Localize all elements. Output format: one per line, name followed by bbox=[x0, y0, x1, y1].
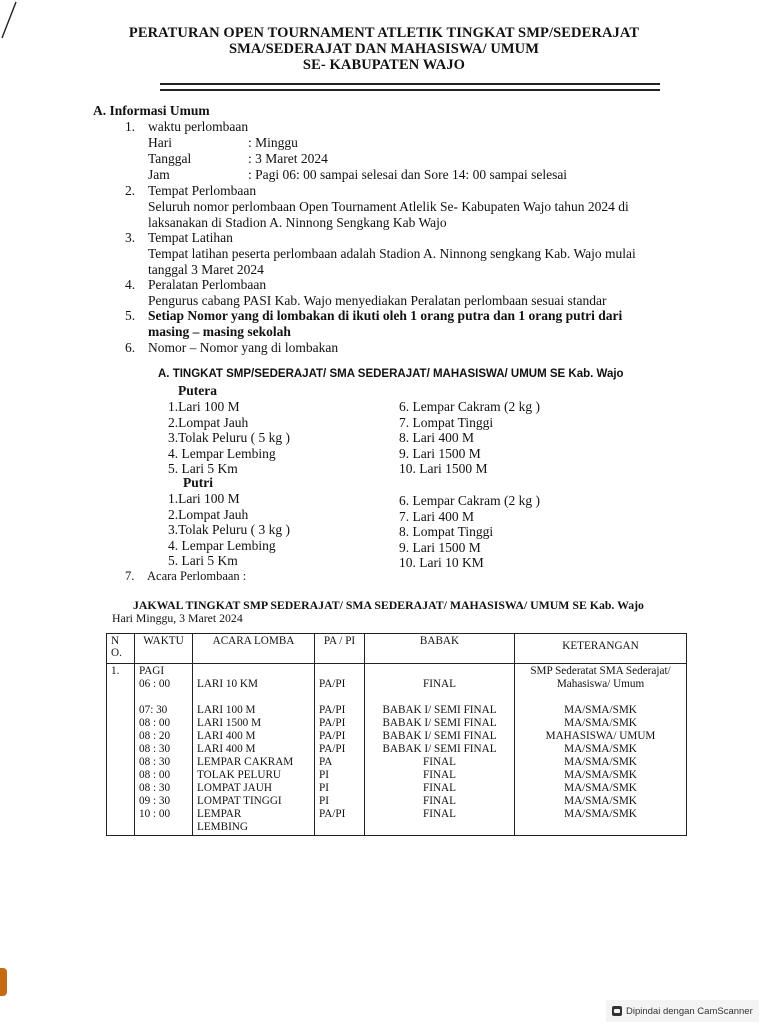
title-rule-bottom bbox=[160, 89, 660, 91]
babak-value: FINAL bbox=[423, 756, 456, 768]
item-title: Peralatan Perlombaan bbox=[148, 277, 267, 292]
event-putri-right: 10. Lari 10 KM bbox=[399, 555, 484, 570]
header-waktu: WAKTU bbox=[135, 634, 193, 664]
acara-value: LARI 10 KM bbox=[197, 678, 258, 690]
event-putri-left: 5. Lari 5 Km bbox=[168, 553, 238, 568]
schedule-table bbox=[106, 633, 687, 836]
header-babak: BABAK bbox=[365, 634, 515, 664]
papi-value: PI bbox=[319, 769, 329, 781]
event-putri-left: 4. Lempar Lembing bbox=[168, 537, 276, 553]
field-label-tanggal: Tanggal bbox=[148, 151, 192, 166]
header-acara: ACARA LOMBA bbox=[193, 634, 315, 664]
item-text: tanggal 3 Maret 2024 bbox=[148, 262, 264, 277]
event-putera-left: 1.Lari 100 M bbox=[168, 399, 240, 414]
acara-value: TOLAK PELURU bbox=[197, 769, 282, 781]
item-text: Tempat latihan peserta perlombaan adalah Stadion A. Ninnong sengkang Kab. Wajo mulai bbox=[148, 246, 636, 261]
header-keterangan: KETERANGAN bbox=[515, 634, 687, 664]
section-heading: A. Informasi Umum bbox=[93, 103, 210, 118]
acara-value: LARI 400 M bbox=[197, 730, 256, 742]
papi-value: PI bbox=[319, 795, 329, 807]
waktu-value: 08 : 30 bbox=[139, 743, 171, 755]
item-title: Nomor – Nomor yang di lombakan bbox=[148, 340, 339, 355]
header-no: N O. bbox=[107, 634, 135, 664]
keterangan-value: MA/SMA/SMK bbox=[564, 756, 637, 768]
doc-title-line2: SMA/SEDERAJAT DAN MAHASISWA/ UMUM bbox=[228, 41, 540, 57]
keterangan-value: MAHASISWA/ UMUM bbox=[545, 730, 656, 742]
waktu-value: 08 : 30 bbox=[139, 782, 171, 794]
event-putera-right: 6. Lempar Cakram (2 kg ) bbox=[399, 399, 540, 414]
acara-value: LARI 400 M bbox=[197, 743, 256, 755]
event-putera-left: 4. Lempar Lembing bbox=[168, 445, 276, 461]
item-title: Tempat Perlombaan bbox=[148, 183, 257, 198]
item-text: Pengurus cabang PASI Kab. Wajo menyediakan Peralatan perlombaan sesuai standar bbox=[148, 293, 607, 308]
schedule-title: JAKWAL TINGKAT SMP SEDERAJAT/ SMA SEDERAJAT/ MAHASISWA/ UMUM SE Kab. Wajo bbox=[133, 598, 644, 612]
cell-keterangan bbox=[515, 664, 687, 836]
waktu-value: 08 : 00 bbox=[139, 769, 171, 781]
field-value-tanggal: : 3 Maret 2024 bbox=[248, 151, 328, 166]
waktu-value: 08 : 00 bbox=[139, 717, 171, 729]
camscanner-icon bbox=[612, 1006, 622, 1016]
event-putri-right: 6. Lempar Cakram (2 kg ) bbox=[399, 493, 540, 508]
papi-value: PI bbox=[319, 782, 329, 794]
waktu-value: 07: 30 bbox=[139, 704, 168, 716]
row-number: 1. bbox=[111, 665, 120, 677]
waktu-value: 10 : 00 bbox=[139, 808, 171, 820]
item-text: Seluruh nomor perlombaan Open Tournament Atlelik Se- Kabupaten Wajo tahun 2024 di bbox=[148, 199, 629, 214]
papi-value: PA/PI bbox=[319, 678, 346, 690]
event-putera-right: 9. Lari 1500 M bbox=[399, 445, 481, 461]
doc-title-line1: PERATURAN OPEN TOURNAMENT ATLETIK TINGKAT SMP/SEDERAJAT bbox=[128, 25, 640, 41]
event-putri-right: 7. Lari 400 M bbox=[399, 508, 474, 524]
babak-value: FINAL bbox=[423, 678, 456, 690]
table-header-row bbox=[107, 634, 687, 664]
papi-value: PA/PI bbox=[319, 717, 346, 729]
acara-value: LOMPAT JAUH bbox=[197, 782, 272, 794]
header-papi: PA / PI bbox=[315, 634, 365, 664]
event-putri-left: 2.Lompat Jauh bbox=[168, 506, 249, 522]
putera-label: Putera bbox=[178, 383, 217, 398]
item-text-bold: masing – masing sekolah bbox=[148, 324, 291, 339]
cell-acara bbox=[193, 664, 315, 836]
item-text-bold: Setiap Nomor yang di lombakan di ikuti oleh 1 orang putra dan 1 orang putri dari bbox=[148, 308, 623, 323]
acara-value: LEMPAR CAKRAM bbox=[197, 756, 294, 768]
keterangan-value: MA/SMA/SMK bbox=[564, 782, 637, 794]
babak-value: FINAL bbox=[423, 782, 456, 794]
acara-value: LOMPAT TINGGI bbox=[197, 795, 282, 807]
papi-value: PA/PI bbox=[319, 730, 346, 742]
event-putera-right: 7. Lompat Tinggi bbox=[399, 414, 494, 430]
acara-value: LEMBING bbox=[197, 821, 248, 833]
item-number: 6. bbox=[125, 340, 136, 355]
waktu-value: 09 : 30 bbox=[139, 795, 171, 807]
event-putri-right: 9. Lari 1500 M bbox=[399, 539, 481, 555]
waktu-value: 08 : 30 bbox=[139, 756, 171, 768]
pagi-label: PAGI bbox=[139, 665, 165, 677]
papi-value: PA/PI bbox=[319, 704, 346, 716]
event-putera-right: 8. Lari 400 M bbox=[399, 430, 474, 445]
item-title: waktu perlombaan bbox=[148, 119, 249, 134]
item-number: 7. bbox=[125, 569, 135, 583]
item-number: 5. bbox=[125, 308, 136, 323]
event-putera-right: 10. Lari 1500 M bbox=[399, 461, 488, 476]
keterangan-value: MA/SMA/SMK bbox=[564, 743, 637, 755]
putri-label: Putri bbox=[183, 475, 213, 490]
field-label-hari: Hari bbox=[148, 135, 172, 150]
cell-no bbox=[107, 664, 135, 836]
event-putri-right: 8. Lompat Tinggi bbox=[399, 524, 494, 539]
waktu-value: 06 : 00 bbox=[139, 678, 171, 690]
event-putri-left: 1.Lari 100 M bbox=[168, 491, 240, 506]
keterangan-value: SMP Sederatat SMA Sederajat/ bbox=[530, 665, 671, 677]
camscanner-watermark bbox=[606, 1000, 759, 1022]
keterangan-value: MA/SMA/SMK bbox=[564, 769, 637, 781]
event-putri-left: 3.Tolak Peluru ( 3 kg ) bbox=[168, 522, 291, 537]
babak-value: FINAL bbox=[423, 769, 456, 781]
cell-papi bbox=[315, 664, 365, 836]
keterangan-value: Mahasiswa/ Umum bbox=[556, 678, 645, 690]
field-value-jam: : Pagi 06: 00 sampai selesai dan Sore 14: 00 sampai selesai bbox=[248, 167, 568, 182]
schedule-date: Hari Minggu, 3 Maret 2024 bbox=[112, 611, 243, 625]
item-number: 1. bbox=[125, 119, 136, 134]
cell-waktu bbox=[135, 664, 193, 836]
field-label-jam: Jam bbox=[148, 167, 170, 182]
field-value-hari: : Minggu bbox=[248, 135, 298, 150]
item-title: Tempat Latihan bbox=[148, 230, 233, 245]
item-number: 4. bbox=[125, 277, 136, 292]
doc-title-line3: SE- KABUPATEN WAJO bbox=[302, 57, 466, 73]
acara-value: LEMPAR bbox=[197, 808, 242, 820]
keterangan-value: MA/SMA/SMK bbox=[564, 717, 637, 729]
keterangan-value: MA/SMA/SMK bbox=[564, 704, 637, 716]
babak-value: BABAK I/ SEMI FINAL bbox=[382, 717, 497, 729]
keterangan-value: MA/SMA/SMK bbox=[564, 795, 637, 807]
babak-value: FINAL bbox=[423, 808, 456, 820]
acara-value: LARI 100 M bbox=[197, 704, 256, 716]
papi-value: PA bbox=[319, 756, 333, 768]
item-number: 2. bbox=[125, 183, 136, 198]
event-putera-left: 5. Lari 5 Km bbox=[168, 461, 238, 476]
babak-value: FINAL bbox=[423, 795, 456, 807]
events-heading: A. TINGKAT SMP/SEDERAJAT/ SMA SEDERAJAT/ MAHASISWA/ UMUM SE Kab. Wajo bbox=[158, 368, 624, 380]
babak-value: BABAK I/ SEMI FINAL bbox=[382, 743, 497, 755]
papi-value: PA/PI bbox=[319, 743, 346, 755]
table-row bbox=[107, 664, 687, 836]
cell-babak bbox=[365, 664, 515, 836]
acara-value: LARI 1500 M bbox=[197, 717, 262, 729]
watermark-text: Dipindai dengan CamScanner bbox=[626, 1005, 753, 1017]
waktu-value: 08 : 20 bbox=[139, 730, 171, 742]
item-number: 3. bbox=[125, 230, 136, 245]
keterangan-value: MA/SMA/SMK bbox=[564, 808, 637, 820]
event-putera-left: 2.Lompat Jauh bbox=[168, 414, 249, 430]
title-rule-top bbox=[160, 83, 660, 85]
babak-value: BABAK I/ SEMI FINAL bbox=[382, 730, 497, 742]
papi-value: PA/PI bbox=[319, 808, 346, 820]
item-title: Acara Perlombaan : bbox=[147, 569, 247, 583]
scan-edge-mark bbox=[0, 968, 7, 996]
event-putera-left: 3.Tolak Peluru ( 5 kg ) bbox=[168, 430, 291, 445]
item-text: laksanakan di Stadion A. Ninnong Sengkang Kab Wajo bbox=[148, 215, 447, 230]
babak-value: BABAK I/ SEMI FINAL bbox=[382, 704, 497, 716]
